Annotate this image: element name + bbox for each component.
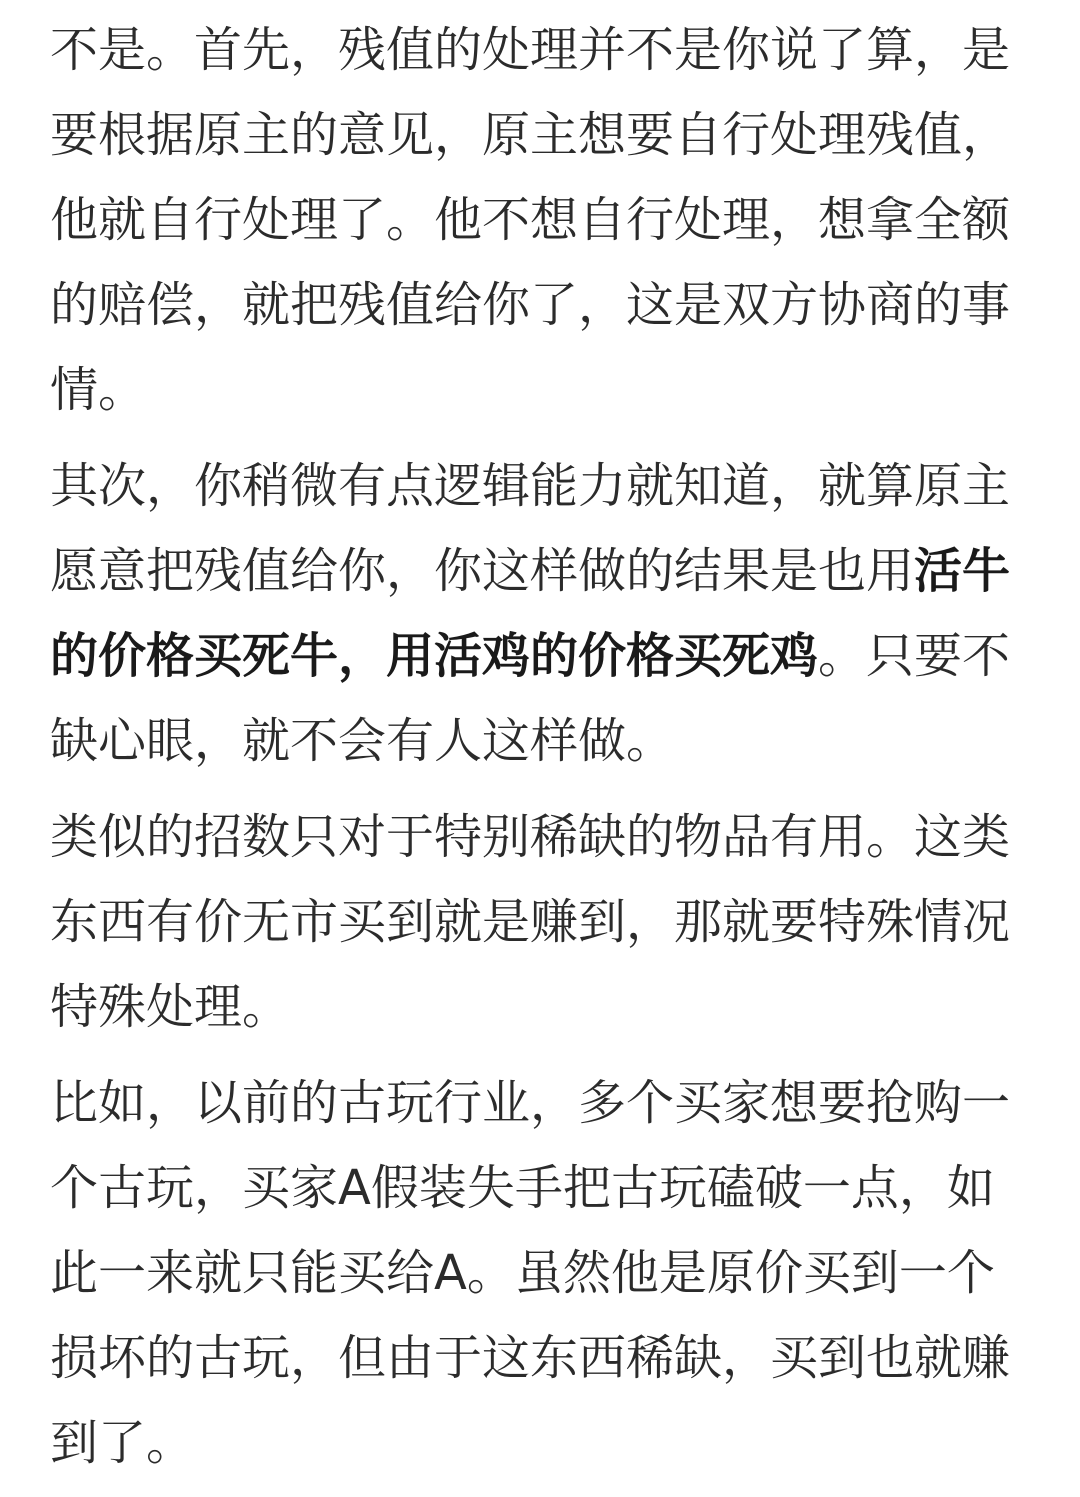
paragraph-2 [50, 444, 1040, 784]
paragraph-1-text: 不是。首先，残值的处理并不是你说了算，是要根据原主的意见，原主想要自行处理残值，他就自行处理了。他不想自行处理，想拿全额的赔偿，就把残值给你了，这是双方协商的事情。 [50, 22, 1011, 418]
paragraph-2-text-end: 。只要不缺心眼，就不会有人这样做。 [50, 628, 1011, 769]
paragraph-3-text: 类似的招数只对于特别稀缺的物品有用。这类东西有价无市买到就是赚到，那就要特殊情况特殊处理。 [50, 809, 1011, 1035]
paragraph-3 [50, 795, 1040, 1050]
paragraph-2-text-start: 其次，你稍微有点逻辑能力就知道，就算原主愿意把残值给你，你这样做的结果是也用 [50, 458, 1011, 599]
paragraph-4-text: 比如，以前的古玩行业，多个买家想要抢购一个古玩，买家A假装失手把古玩磕破一点，如此一来就只能买给A。虽然他是原价买到一个损坏的古玩，但由于这东西稀缺，买到也就赚到了。 [50, 1075, 1011, 1471]
paragraph-2-bold-text: 活牛的价格买死牛，用活鸡的价格买死鸡 [50, 543, 1011, 684]
paragraph-4 [50, 1061, 1040, 1486]
article-body [50, 8, 1040, 1497]
paragraph-1 [50, 8, 1040, 433]
